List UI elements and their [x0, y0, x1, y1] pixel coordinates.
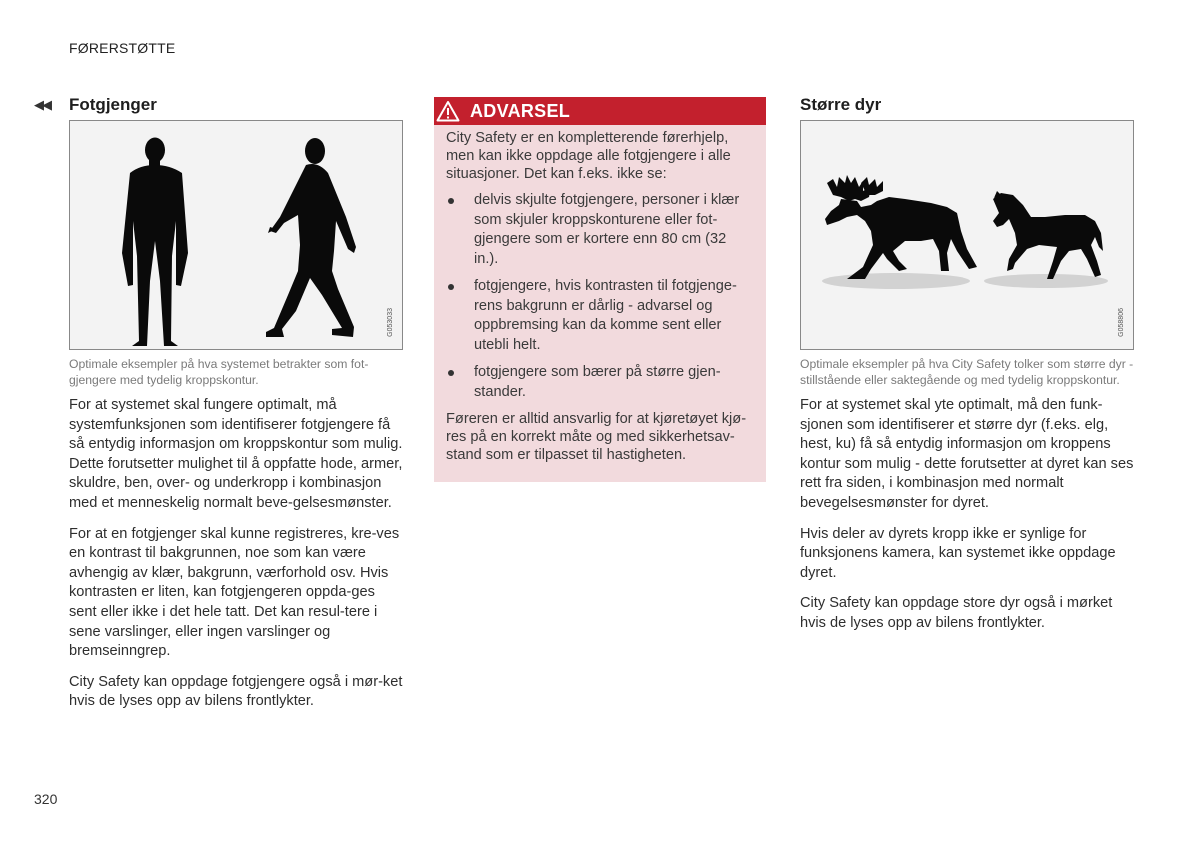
- warning-intro: City Safety er en kompletterende førerhjelp, men kan ikke oppdage alle fotgjengere i alle situasjoner. Det kan f.eks. ikke se:: [446, 130, 731, 182]
- page-number: 320: [34, 791, 58, 807]
- list-item: [446, 363, 754, 402]
- list-item: [446, 191, 754, 269]
- body-paragraph: For at en fotgjenger skal kunne registreres, kre-ves en kontrast til bakgrunnen, noe som kan være avhengig av klær, bakgrunn, værforhold osv. Hvis kontrasten er liten, kan fotgjengeren oppda-ges sent eller ikke i det hele tatt. Det kan resul-tere i sene varslinger, eller ingen varslinger og bremseinngrep.: [69, 525, 400, 660]
- list-item-text: fotgjengere som bærer på større gjen-stander.: [474, 364, 721, 400]
- body-paragraph: City Safety kan oppdage store dyr også i mørket hvis de lyses opp av bilens frontlykter.: [800, 595, 1113, 631]
- list-item-text: delvis skjulte fotgjengere, personer i klær som skjuler kroppskonturene eller fot-gjengere som er kortere enn 80 cm (32 in.).: [474, 192, 740, 267]
- running-header: FØRERSTØTTE: [69, 40, 176, 56]
- body-paragraph: City Safety kan oppdage fotgjengere også i mør-ket hvis de lyses opp av bilens frontlykter.: [69, 673, 403, 710]
- warning-box: [434, 97, 766, 482]
- large-animals-heading: Større dyr: [800, 95, 882, 114]
- figure-code: G058806: [1118, 308, 1125, 337]
- pedestrian-silhouettes-icon: [70, 121, 402, 347]
- pedestrian-section: [69, 94, 403, 723]
- warning-title: ADVARSEL: [470, 100, 571, 121]
- figure-code: G053033: [387, 308, 394, 337]
- back-arrows-icon[interactable]: ◀◀: [34, 97, 50, 112]
- bullet-icon: [448, 370, 454, 376]
- bullet-icon: [448, 198, 454, 204]
- body-paragraph: For at systemet skal yte optimalt, må den funk-sjonen som identifiserer et større dyr (f.eks. elg, hest, ku) få så entydig informasjon om kroppens kontur som mulig - dette forutsetter at dyret kan ses rett fra siden, i kombinasjon med normalt bevegelsesmønster for dyret.: [800, 397, 1134, 511]
- list-item-text: fotgjengere, hvis kontrasten til fotgjenge-rens bakgrunn er dårlig - advarsel og oppbremsing kan da komme sent eller utebli helt.: [474, 278, 737, 353]
- warning-header: [434, 97, 766, 125]
- pedestrian-heading: Fotgjenger: [69, 95, 157, 114]
- large-animals-section: [800, 94, 1134, 645]
- pedestrian-figure: [69, 120, 403, 350]
- warning-list: [446, 191, 754, 402]
- pedestrian-caption: Optimale eksempler på hva systemet betrakter som fot-gjengere med tydelig kroppskontur.: [69, 357, 369, 387]
- list-item: [446, 277, 754, 355]
- animal-silhouettes-icon: [801, 121, 1133, 347]
- body-paragraph: For at systemet skal fungere optimalt, må systemfunksjonen som identifiserer fotgjengere få så entydig informasjon om kroppskontur som mulig. Dette forutsetter mulighet til å oppfatte hode, armer, skuldre, ben, over- og underkropp i kombinasjon med et menneskelig normalt beve-gelsesmønster.: [69, 397, 403, 511]
- warning-triangle-icon: [434, 98, 462, 124]
- bullet-icon: [448, 284, 454, 290]
- body-paragraph: Hvis deler av dyrets kropp ikke er synlige for funksjonens kamera, kan systemet ikke oppdage dyret.: [800, 525, 1116, 581]
- animals-caption: Optimale eksempler på hva City Safety tolker som større dyr - stillstående eller saktegående og med tydelig kroppskontur.: [800, 357, 1134, 387]
- animals-figure: [800, 120, 1134, 350]
- warning-outro: Føreren er alltid ansvarlig for at kjøretøyet kjø-res på en korrekt måte og med sikkerhetsav-stand som er tilpasset til hastigheten.: [446, 411, 747, 463]
